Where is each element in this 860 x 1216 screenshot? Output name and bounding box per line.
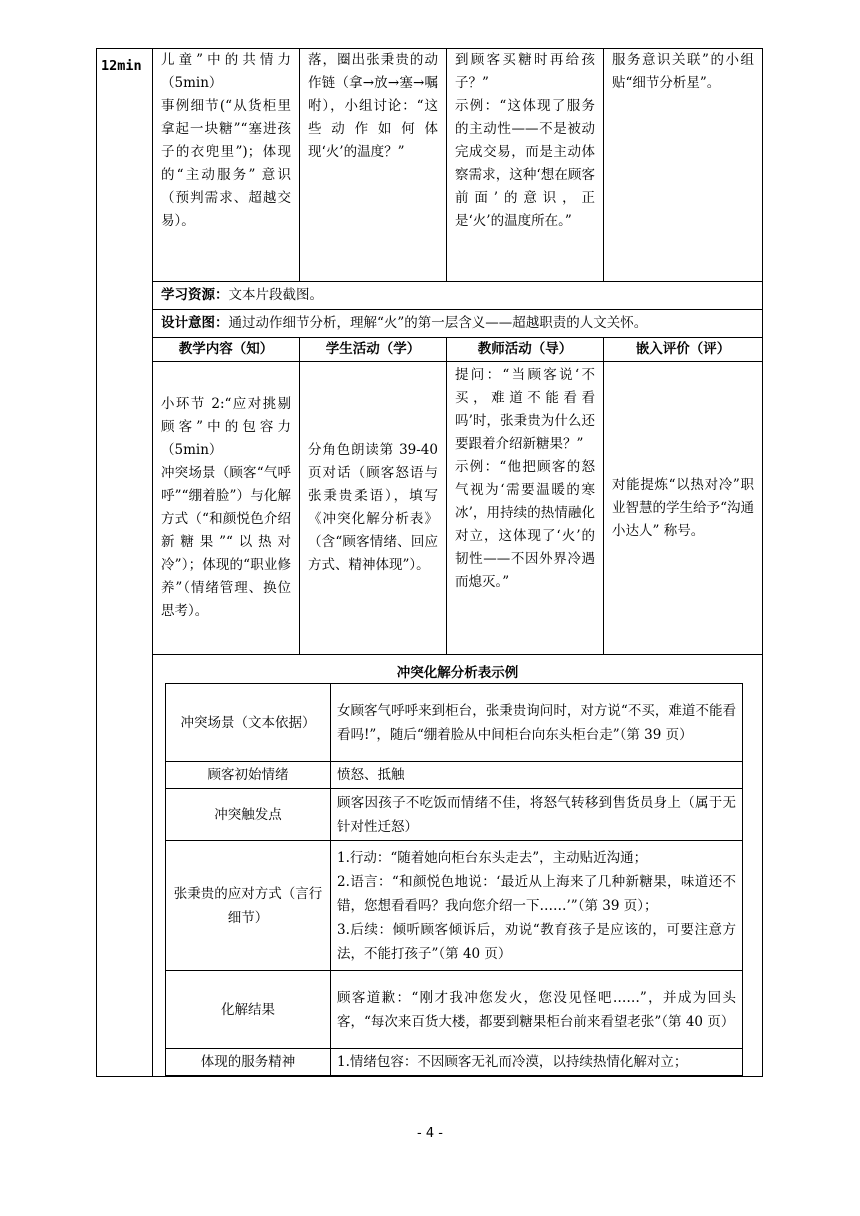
student-cell: 分角色朗读第 39-40 页对话（顾客怒语与张秉贵柔语），填写《冲突化解分析表》（含“顾客情绪、回应方式、精神体现”）。 — [300, 362, 447, 655]
lesson-plan-table — [96, 48, 763, 1077]
content-cell: 小环节 2:“应对挑剔顾客”中的包容力（5min） 冲突场景（顾客“气呼呼”“绷着脸”）与化解方式（“和颜悦色介绍新糖果”“以热对冷”）；体现的“职业修养”（情绪管理、换位思考）。 — [153, 362, 300, 655]
header-content: 教学内容（知） — [153, 338, 300, 362]
analysis-row — [97, 655, 763, 1077]
design-text: 通过动作细节分析，理解“火”的第一层含义——超越职责的人文关怀。 — [228, 315, 648, 331]
analysis-row-item: 顾客初始情绪 愤怒、抵触 — [166, 762, 743, 789]
eval-cell: 服务意识关联”的小组贴“细节分析星”。 — [604, 49, 763, 282]
analysis-row-item: 化解结果 顾客道歉：“刚才我冲您发火，您没见怪吧……”，并成为回头客，“每次来百货大楼，都要到糖果柜台前来看望老张”（第 40 页） — [166, 971, 743, 1049]
resources-row — [97, 282, 763, 310]
header-row — [97, 338, 763, 362]
analysis-table-title: 冲突化解分析表示例 — [396, 665, 519, 681]
header-student: 学生活动（学） — [300, 338, 447, 362]
student-cell: 落，圈出张秉贵的动作链（拿→放→塞→嘱咐），小组讨论：“这些动作如何体现‘火’的温度？” — [300, 49, 447, 282]
time-cell: 12min — [97, 49, 153, 1077]
table-row — [97, 362, 763, 655]
analysis-row-item: 冲突场景（文本依据） 女顾客气呼呼来到柜台，张秉贵询问时，对方说“不买，难道不能看看吗!”，随后“绷着脸从中间柜台向东头柜台走”（第 39 页） — [166, 684, 743, 762]
resources-text: 文本片段截图。 — [228, 287, 323, 303]
header-eval: 嵌入评价（评） — [604, 338, 763, 362]
analysis-row-item: 张秉贵的应对方式（言行细节） 1.行动：“随着她向柜台东头走去”，主动贴近沟通； 2.语言：“和颜悦色地说：‘最近从上海来了几种新糖果，味道还不错，您想看看吗？我向您介绍一下……’”（第 39 页）； 3.后续：倾听顾客倾诉后，劝说“教育孩子是应该的，可要注意方法，不能打孩子”（第 40 页） — [166, 841, 743, 971]
analysis-row-item: 体现的服务精神 1.情绪包容：不因顾客无礼而冷漠，以持续热情化解对立； — [166, 1049, 743, 1076]
design-label: 设计意图： — [161, 315, 229, 331]
analysis-row-item: 冲突触发点 顾客因孩子不吃饭而情绪不佳，将怒气转移到售货员身上（属于无针对性迁怒） — [166, 789, 743, 841]
page-number: - 4 - — [417, 1126, 443, 1141]
resources-label: 学习资源： — [161, 287, 229, 303]
analysis-table — [165, 683, 743, 1076]
teacher-cell: 提问：“当顾客说‘不买，难道不能看看吗’时，张秉贵为什么还要跟着介绍新糖果？” 示例：“他把顾客的怒气视为‘需要温暖的寒冰’，用持续的热情融化对立，这体现了‘火’的韧性——不因外界冷遇而熄灭。” — [447, 362, 604, 655]
design-row — [97, 310, 763, 338]
table-row — [97, 49, 763, 282]
content-cell: 儿童”中的共情力（5min） 事例细节(“从货柜里拿起一块糖”“塞进孩子的衣兜里”)；体现的“主动服务” 意识（预判需求、超越交易）。 — [153, 49, 300, 282]
header-teacher: 教师活动（导） — [447, 338, 604, 362]
eval-cell: 对能提炼“以热对冷”职业智慧的学生给予“沟通小达人” 称号。 — [604, 362, 763, 655]
teacher-cell: 到顾客买糖时再给孩子？” 示例：“这体现了服务的主动性——不是被动完成交易，而是主动体察需求，这种‘想在顾客前面’的意识，正是‘火’的温度所在。” — [447, 49, 604, 282]
